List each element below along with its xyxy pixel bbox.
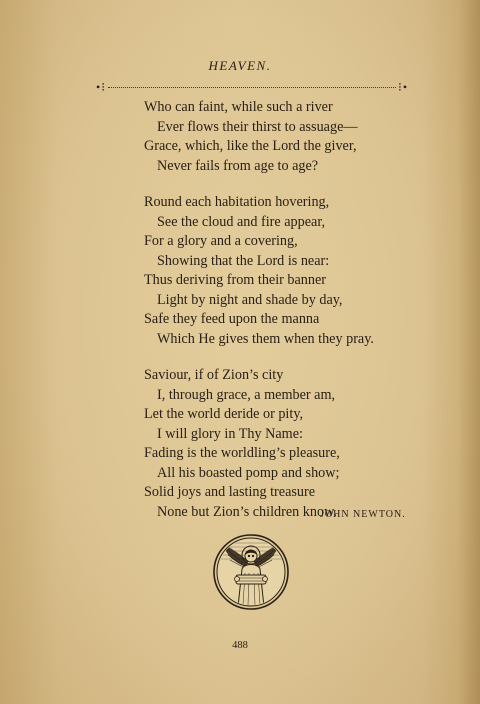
poem-line: Which He gives them when they pray. [157, 330, 374, 347]
header-rule [108, 87, 396, 88]
poem-body [144, 98, 434, 522]
running-head: HEAVEN. [208, 58, 272, 73]
poem-line: I, through grace, a member am, [157, 386, 336, 403]
poem-line: Saviour, if of Zion’s city [144, 367, 284, 383]
poem-line: Let the world deride or pity, [144, 406, 304, 422]
poem-line: I will glory in Thy Name: [157, 425, 303, 442]
right-ornament: ⁝• [398, 80, 409, 94]
page-number: 488 [232, 640, 248, 651]
page-edge-shadow [458, 0, 480, 704]
poem-line: Safe they feed upon the manna [144, 311, 320, 327]
poem-line: Fading is the worldling’s pleasure, [144, 445, 340, 461]
stanza-gap [144, 349, 434, 366]
poem-line: Solid joys and lasting treasure [144, 484, 316, 500]
stanza-1 [144, 98, 434, 176]
poem-line: See the cloud and fire appear, [157, 213, 326, 230]
left-ornament: •⁝ [96, 80, 107, 94]
poem-line: Thus deriving from their banner [144, 272, 327, 288]
poem-line: Ever flows their thirst to assuage— [157, 118, 358, 135]
angel-medallion-icon [212, 533, 290, 611]
poem-line: Round each habitation hovering, [144, 194, 330, 210]
poem-line: For a glory and a covering, [144, 233, 298, 249]
stanza-3 [144, 366, 434, 522]
poem-line: Grace, which, like the Lord the giver, [144, 138, 357, 154]
author-attribution: JOHN NEWTON. [320, 509, 406, 520]
poem-line: None but Zion’s children know. [157, 503, 337, 520]
poem-line: All his boasted pomp and show; [157, 464, 340, 481]
poem-line: Showing that the Lord is near: [157, 252, 330, 269]
poem-line: Who can faint, while such a river [144, 99, 333, 115]
stanza-2 [144, 193, 434, 349]
poem-line: Never fails from age to age? [157, 157, 319, 174]
stanza-gap [144, 176, 434, 193]
poem-line: Light by night and shade by day, [157, 291, 343, 308]
